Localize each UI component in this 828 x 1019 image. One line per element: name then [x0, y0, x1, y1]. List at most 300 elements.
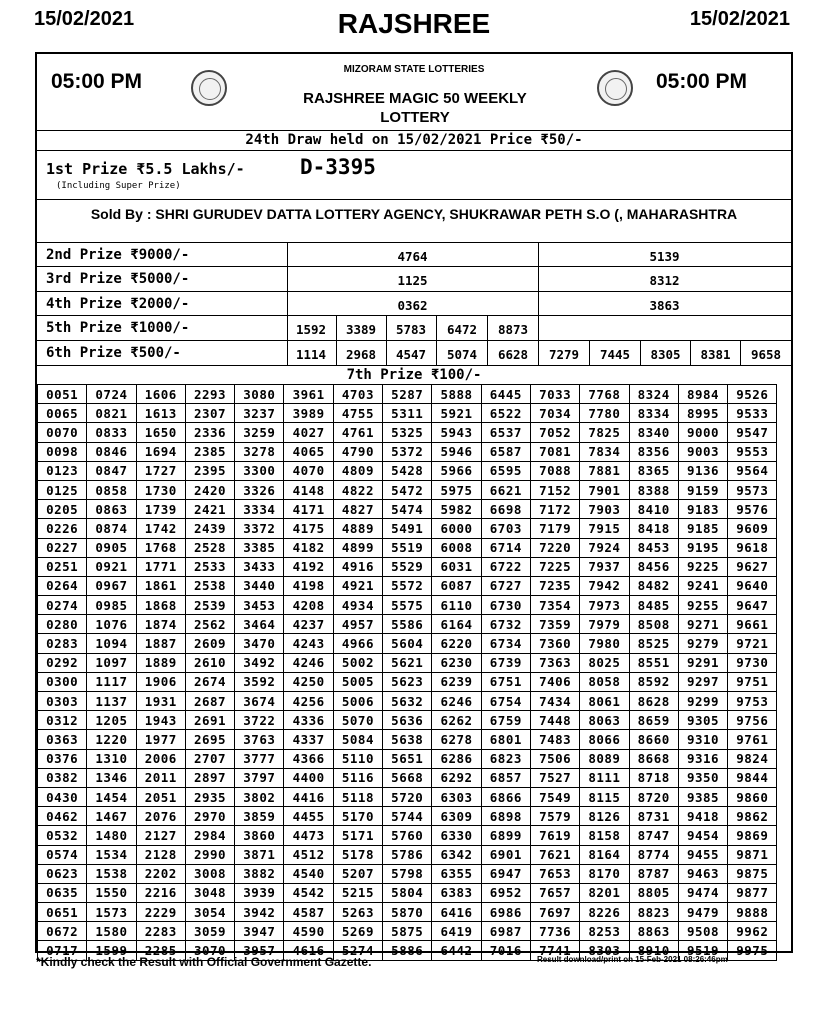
ticket-number-cell: 5005	[333, 672, 382, 691]
ticket-number-cell: 6866	[481, 787, 530, 806]
ticket-number-cell: 9875	[728, 864, 777, 883]
ticket-number-cell: 9871	[728, 845, 777, 864]
table-row	[38, 423, 777, 442]
ticket-number-cell: 0283	[38, 634, 87, 653]
ticket-number-cell: 4473	[284, 826, 333, 845]
ticket-number-cell: 1861	[136, 576, 185, 595]
ticket-number-cell: 2307	[185, 404, 234, 423]
ticket-number-cell: 5215	[333, 883, 382, 902]
ticket-number-cell: 9753	[728, 692, 777, 711]
ticket-number-cell: 9000	[678, 423, 727, 442]
download-timestamp: Result download/print on 15-Feb-2021 08:26:46pm	[537, 955, 728, 964]
ticket-number-cell: 9576	[728, 500, 777, 519]
ticket-number-cell: 0846	[87, 442, 136, 461]
ticket-number-cell: 0065	[38, 404, 87, 423]
table-row	[38, 480, 777, 499]
ticket-number-cell: 6537	[481, 423, 530, 442]
ticket-number-cell: 7901	[580, 480, 629, 499]
ticket-number-cell: 5638	[383, 730, 432, 749]
ticket-number-cell: 7619	[530, 826, 579, 845]
second-prize-number: 5139	[649, 249, 680, 264]
ticket-number-cell: 2990	[185, 845, 234, 864]
ticket-number-cell: 3300	[235, 461, 284, 480]
ticket-number-cell: 4246	[284, 653, 333, 672]
ticket-number-cell: 9195	[678, 538, 727, 557]
ticket-number-cell: 6734	[481, 634, 530, 653]
ticket-number-cell: 4542	[284, 883, 333, 902]
ticket-number-cell: 2127	[136, 826, 185, 845]
ticket-number-cell: 4027	[284, 423, 333, 442]
ticket-number-cell: 6823	[481, 749, 530, 768]
table-row	[38, 672, 777, 691]
ticket-number-cell: 1889	[136, 653, 185, 672]
fifth-prize-number: 6472	[446, 322, 478, 337]
ticket-number-cell: 6383	[432, 883, 481, 902]
ticket-number-cell: 1727	[136, 461, 185, 480]
fifth-prize-number: 3389	[345, 322, 377, 337]
ticket-number-cell: 5943	[432, 423, 481, 442]
ticket-number-cell: 9479	[678, 903, 727, 922]
ticket-number-cell: 2562	[185, 615, 234, 634]
ticket-number-cell: 5804	[383, 883, 432, 902]
ticket-number-cell: 8668	[629, 749, 678, 768]
ticket-number-cell: 5572	[383, 576, 432, 595]
ticket-number-cell: 2707	[185, 749, 234, 768]
ticket-number-cell: 8158	[580, 826, 629, 845]
ticket-number-cell: 3492	[235, 653, 284, 672]
ticket-number-cell: 1650	[136, 423, 185, 442]
ticket-number-cell: 3326	[235, 480, 284, 499]
ticket-number-cell: 4065	[284, 442, 333, 461]
ticket-number-cell: 5207	[333, 864, 382, 883]
table-row	[38, 692, 777, 711]
ticket-number-cell: 2610	[185, 653, 234, 672]
ticket-number-cell: 6754	[481, 692, 530, 711]
ticket-number-cell: 5428	[383, 461, 432, 480]
ticket-number-cell: 3059	[185, 922, 234, 941]
ticket-number-cell: 6286	[432, 749, 481, 768]
ticket-number-cell: 9862	[728, 807, 777, 826]
ticket-number-cell: 8747	[629, 826, 678, 845]
ticket-number-cell: 2385	[185, 442, 234, 461]
ticket-number-cell: 1613	[136, 404, 185, 423]
ticket-number-cell: 3947	[235, 922, 284, 941]
ticket-number-cell: 4616	[284, 941, 333, 960]
sixth-prize-number: 7279	[548, 347, 580, 362]
ticket-number-cell: 9305	[678, 711, 727, 730]
table-row	[38, 653, 777, 672]
ticket-number-cell: 6445	[481, 385, 530, 404]
ticket-number-cell: 9533	[728, 404, 777, 423]
ticket-number-cell: 6898	[481, 807, 530, 826]
ticket-number-cell: 7741	[530, 941, 579, 960]
ticket-number-cell: 2006	[136, 749, 185, 768]
ticket-number-cell: 4590	[284, 922, 333, 941]
ticket-number-cell: 8063	[580, 711, 629, 730]
ticket-number-cell: 6621	[481, 480, 530, 499]
ticket-number-cell: 0623	[38, 864, 87, 883]
fourth-prize-number: 0362	[397, 298, 428, 313]
date-right: 15/02/2021	[689, 8, 790, 30]
sixth-prize-number: 8381	[700, 347, 731, 362]
ticket-number-cell: 3961	[284, 385, 333, 404]
ticket-number-cell: 7406	[530, 672, 579, 691]
ticket-number-cell: 5870	[383, 903, 432, 922]
ticket-number-cell: 1742	[136, 519, 185, 538]
ticket-number-cell: 8164	[580, 845, 629, 864]
ticket-number-cell: 8025	[580, 653, 629, 672]
ticket-number-cell: 8111	[580, 768, 629, 787]
ticket-number-cell: 6246	[432, 692, 481, 711]
ticket-number-cell: 1097	[87, 653, 136, 672]
ticket-number-cell: 6000	[432, 519, 481, 538]
ticket-number-cell: 2202	[136, 864, 185, 883]
ticket-number-cell: 9647	[728, 596, 777, 615]
ticket-number-cell: 8774	[629, 845, 678, 864]
sixth-prize-number: 5074	[446, 347, 478, 362]
sixth-prize-number: 1114	[295, 347, 327, 362]
ticket-number-cell: 2691	[185, 711, 234, 730]
ticket-number-cell: 2695	[185, 730, 234, 749]
ticket-number-cell: 4827	[333, 500, 382, 519]
ticket-number-cell: 8089	[580, 749, 629, 768]
ticket-number-cell: 7088	[530, 461, 579, 480]
ticket-number-cell: 7052	[530, 423, 579, 442]
ticket-number-cell: 4822	[333, 480, 382, 499]
table-row	[38, 730, 777, 749]
ticket-number-cell: 2011	[136, 768, 185, 787]
ticket-number-cell: 4208	[284, 596, 333, 615]
date-left: 15/02/2021	[34, 8, 135, 30]
ticket-number-cell: 0574	[38, 845, 87, 864]
ticket-number-cell: 8551	[629, 653, 678, 672]
ticket-number-cell: 5519	[383, 538, 432, 557]
ticket-number-cell: 9564	[728, 461, 777, 480]
ticket-number-cell: 4400	[284, 768, 333, 787]
ticket-number-cell: 3070	[185, 941, 234, 960]
ticket-number-cell: 6164	[432, 615, 481, 634]
ticket-number-cell: 5474	[383, 500, 432, 519]
ticket-number-cell: 9255	[678, 596, 727, 615]
ticket-number-cell: 0376	[38, 749, 87, 768]
ticket-number-cell: 6278	[432, 730, 481, 749]
ticket-number-cell: 9526	[728, 385, 777, 404]
ticket-number-cell: 0717	[38, 941, 87, 960]
ticket-number-cell: 6309	[432, 807, 481, 826]
ticket-number-cell: 2533	[185, 557, 234, 576]
ticket-number-cell: 9547	[728, 423, 777, 442]
ticket-number-cell: 1580	[87, 922, 136, 941]
ticket-number-cell: 8863	[629, 922, 678, 941]
ticket-number-cell: 6952	[481, 883, 530, 902]
ticket-number-cell: 0967	[87, 576, 136, 595]
ticket-number-cell: 7881	[580, 461, 629, 480]
ticket-number-cell: 1310	[87, 749, 136, 768]
ticket-number-cell: 8303	[580, 941, 629, 960]
ticket-number-cell: 6008	[432, 538, 481, 557]
ticket-number-cell: 3054	[185, 903, 234, 922]
ticket-number-cell: 5760	[383, 826, 432, 845]
ticket-number-cell: 7152	[530, 480, 579, 499]
ticket-number-cell: 5975	[432, 480, 481, 499]
ticket-number-cell: 5575	[383, 596, 432, 615]
ticket-number-cell: 9730	[728, 653, 777, 672]
lottery-name: RAJSHREE MAGIC 50 WEEKLY LOTTERY	[303, 90, 527, 126]
ticket-number-cell: 4250	[284, 672, 333, 691]
ticket-number-cell: 1550	[87, 883, 136, 902]
ticket-number-cell: 0051	[38, 385, 87, 404]
ticket-number-cell: 6759	[481, 711, 530, 730]
ticket-number-cell: 6751	[481, 672, 530, 691]
ticket-number-cell: 3433	[235, 557, 284, 576]
ticket-number-cell: 9291	[678, 653, 727, 672]
ticket-number-cell: 5798	[383, 864, 432, 883]
ticket-number-cell: 1346	[87, 768, 136, 787]
ticket-number-cell: 4512	[284, 845, 333, 864]
table-row	[38, 500, 777, 519]
ticket-number-cell: 4171	[284, 500, 333, 519]
ticket-number-cell: 6220	[432, 634, 481, 653]
table-row	[38, 903, 777, 922]
ticket-number-cell: 3871	[235, 845, 284, 864]
fifth-prize-number: 5783	[395, 322, 427, 337]
ticket-number-cell: 3939	[235, 883, 284, 902]
table-row	[38, 883, 777, 902]
ticket-number-cell: 3259	[235, 423, 284, 442]
ticket-number-cell: 9279	[678, 634, 727, 653]
seventh-prize-label: 7th Prize ₹100/-	[346, 367, 482, 383]
ticket-number-cell: 0363	[38, 730, 87, 749]
ticket-number-cell: 1480	[87, 826, 136, 845]
third-prize-number: 1125	[397, 273, 428, 288]
sixth-prize-number: 4547	[395, 347, 427, 362]
ticket-number-cell: 6987	[481, 922, 530, 941]
ticket-number-cell: 8910	[629, 941, 678, 960]
ticket-number-cell: 9299	[678, 692, 727, 711]
seventh-prize-table	[37, 384, 777, 961]
ticket-number-cell: 5372	[383, 442, 432, 461]
ticket-number-cell: 8410	[629, 500, 678, 519]
ticket-number-cell: 5170	[333, 807, 382, 826]
ticket-number-cell: 2970	[185, 807, 234, 826]
ticket-number-cell: 0635	[38, 883, 87, 902]
ticket-number-cell: 0125	[38, 480, 87, 499]
ticket-number-cell: 2538	[185, 576, 234, 595]
ticket-number-cell: 8659	[629, 711, 678, 730]
ticket-number-cell: 8253	[580, 922, 629, 941]
table-row	[38, 519, 777, 538]
ticket-number-cell: 5287	[383, 385, 432, 404]
ticket-number-cell: 9609	[728, 519, 777, 538]
ticket-number-cell: 7359	[530, 615, 579, 634]
ticket-number-cell: 5070	[333, 711, 382, 730]
ticket-number-cell: 9310	[678, 730, 727, 749]
ticket-number-cell: 0821	[87, 404, 136, 423]
ticket-number-cell: 9640	[728, 576, 777, 595]
ticket-number-cell: 3882	[235, 864, 284, 883]
ticket-number-cell: 6698	[481, 500, 530, 519]
ticket-number-cell: 6722	[481, 557, 530, 576]
table-row	[38, 385, 777, 404]
ticket-number-cell: 3777	[235, 749, 284, 768]
ticket-number-cell: 1771	[136, 557, 185, 576]
page-title: RAJSHREE	[337, 8, 491, 39]
ticket-number-cell: 7434	[530, 692, 579, 711]
ticket-number-cell: 6899	[481, 826, 530, 845]
ticket-number-cell: 5491	[383, 519, 432, 538]
ticket-number-cell: 0847	[87, 461, 136, 480]
second-prize-label: 2nd Prize ₹9000/-	[46, 247, 190, 263]
ticket-number-cell: 4237	[284, 615, 333, 634]
ticket-number-cell: 9844	[728, 768, 777, 787]
ticket-number-cell: 7924	[580, 538, 629, 557]
fifth-prize-number: 8873	[497, 322, 529, 337]
ticket-number-cell: 9877	[728, 883, 777, 902]
ticket-number-cell: 7235	[530, 576, 579, 595]
ticket-number-cell: 5263	[333, 903, 382, 922]
ticket-number-cell: 6703	[481, 519, 530, 538]
ticket-number-cell: 0430	[38, 787, 87, 806]
ticket-number-cell: 1874	[136, 615, 185, 634]
org-name: MIZORAM STATE LOTTERIES	[343, 64, 485, 75]
ticket-number-cell: 7506	[530, 749, 579, 768]
ticket-number-cell: 3860	[235, 826, 284, 845]
ticket-number-cell: 4899	[333, 538, 382, 557]
ticket-number-cell: 6342	[432, 845, 481, 864]
ticket-number-cell: 5178	[333, 845, 382, 864]
ticket-number-cell: 2285	[136, 941, 185, 960]
ticket-number-cell: 1599	[87, 941, 136, 960]
ticket-number-cell: 3674	[235, 692, 284, 711]
ticket-number-cell: 0280	[38, 615, 87, 634]
ticket-number-cell: 2395	[185, 461, 234, 480]
ticket-number-cell: 6727	[481, 576, 530, 595]
ticket-number-cell: 8201	[580, 883, 629, 902]
ticket-number-cell: 4790	[333, 442, 382, 461]
ticket-number-cell: 4366	[284, 749, 333, 768]
ticket-number-cell: 0264	[38, 576, 87, 595]
ticket-number-cell: 8340	[629, 423, 678, 442]
ticket-number-cell: 5651	[383, 749, 432, 768]
ticket-number-cell: 4755	[333, 404, 382, 423]
fifth-prize-number: 1592	[295, 322, 327, 337]
ticket-number-cell: 6087	[432, 576, 481, 595]
ticket-number-cell: 7579	[530, 807, 579, 826]
ticket-number-cell: 0462	[38, 807, 87, 826]
ticket-number-cell: 3797	[235, 768, 284, 787]
ticket-number-cell: 0226	[38, 519, 87, 538]
ticket-number-cell: 3802	[235, 787, 284, 806]
ticket-number-cell: 0532	[38, 826, 87, 845]
ticket-number-cell: 6901	[481, 845, 530, 864]
ticket-number-cell: 5886	[383, 941, 432, 960]
ticket-number-cell: 7657	[530, 883, 579, 902]
ticket-number-cell: 9756	[728, 711, 777, 730]
ticket-number-cell: 1906	[136, 672, 185, 691]
ticket-number-cell: 3957	[235, 941, 284, 960]
ticket-number-cell: 8787	[629, 864, 678, 883]
ticket-number-cell: 1467	[87, 807, 136, 826]
ticket-number-cell: 5006	[333, 692, 382, 711]
ticket-number-cell: 9185	[678, 519, 727, 538]
ticket-number-cell: 0098	[38, 442, 87, 461]
ticket-number-cell: 5529	[383, 557, 432, 576]
ticket-number-cell: 6292	[432, 768, 481, 787]
ticket-number-cell: 3278	[235, 442, 284, 461]
ticket-number-cell: 6595	[481, 461, 530, 480]
ticket-number-cell: 8356	[629, 442, 678, 461]
ticket-number-cell: 6031	[432, 557, 481, 576]
ticket-number-cell: 1730	[136, 480, 185, 499]
ticket-number-cell: 5621	[383, 653, 432, 672]
ticket-number-cell: 7942	[580, 576, 629, 595]
sixth-prize-label: 6th Prize ₹500/-	[46, 345, 181, 361]
ticket-number-cell: 2609	[185, 634, 234, 653]
ticket-number-cell: 5875	[383, 922, 432, 941]
ticket-number-cell: 5668	[383, 768, 432, 787]
ticket-number-cell: 9297	[678, 672, 727, 691]
ticket-number-cell: 6419	[432, 922, 481, 941]
ticket-number-cell: 0205	[38, 500, 87, 519]
ticket-number-cell: 4540	[284, 864, 333, 883]
table-row	[38, 634, 777, 653]
ticket-number-cell: 2984	[185, 826, 234, 845]
ticket-number-cell: 7621	[530, 845, 579, 864]
ticket-number-cell: 4243	[284, 634, 333, 653]
ticket-number-cell: 7653	[530, 864, 579, 883]
ticket-number-cell: 9159	[678, 480, 727, 499]
ticket-number-cell: 5118	[333, 787, 382, 806]
ticket-number-cell: 2229	[136, 903, 185, 922]
ticket-number-cell: 6714	[481, 538, 530, 557]
ticket-number-cell: 3942	[235, 903, 284, 922]
ticket-number-cell: 8388	[629, 480, 678, 499]
gazette-note: *Kindly check the Result with Official Government Gazette.	[36, 955, 372, 969]
ticket-number-cell: 6947	[481, 864, 530, 883]
ticket-number-cell: 0312	[38, 711, 87, 730]
ticket-number-cell: 9271	[678, 615, 727, 634]
fourth-prize-label: 4th Prize ₹2000/-	[46, 296, 190, 312]
ticket-number-cell: 0651	[38, 903, 87, 922]
ticket-number-cell: 1887	[136, 634, 185, 653]
ticket-number-cell: 6587	[481, 442, 530, 461]
ticket-number-cell: 2674	[185, 672, 234, 691]
ticket-number-cell: 9136	[678, 461, 727, 480]
ticket-number-cell: 4070	[284, 461, 333, 480]
ticket-number-cell: 8226	[580, 903, 629, 922]
ticket-number-cell: 5311	[383, 404, 432, 423]
ticket-number-cell: 1076	[87, 615, 136, 634]
ticket-number-cell: 0274	[38, 596, 87, 615]
ticket-number-cell: 8508	[629, 615, 678, 634]
ticket-number-cell: 7549	[530, 787, 579, 806]
ticket-number-cell: 0070	[38, 423, 87, 442]
ticket-number-cell: 6262	[432, 711, 481, 730]
ticket-number-cell: 9225	[678, 557, 727, 576]
ticket-number-cell: 5720	[383, 787, 432, 806]
ticket-number-cell: 5786	[383, 845, 432, 864]
ticket-number-cell: 1943	[136, 711, 185, 730]
ticket-number-cell: 4198	[284, 576, 333, 595]
ticket-number-cell: 0251	[38, 557, 87, 576]
first-prize-ticket: D-3395	[300, 155, 376, 179]
ticket-number-cell: 2528	[185, 538, 234, 557]
ticket-number-cell: 4587	[284, 903, 333, 922]
ticket-number-cell: 5084	[333, 730, 382, 749]
ticket-number-cell: 1739	[136, 500, 185, 519]
ticket-number-cell: 8628	[629, 692, 678, 711]
second-prize-number: 4764	[397, 249, 428, 264]
